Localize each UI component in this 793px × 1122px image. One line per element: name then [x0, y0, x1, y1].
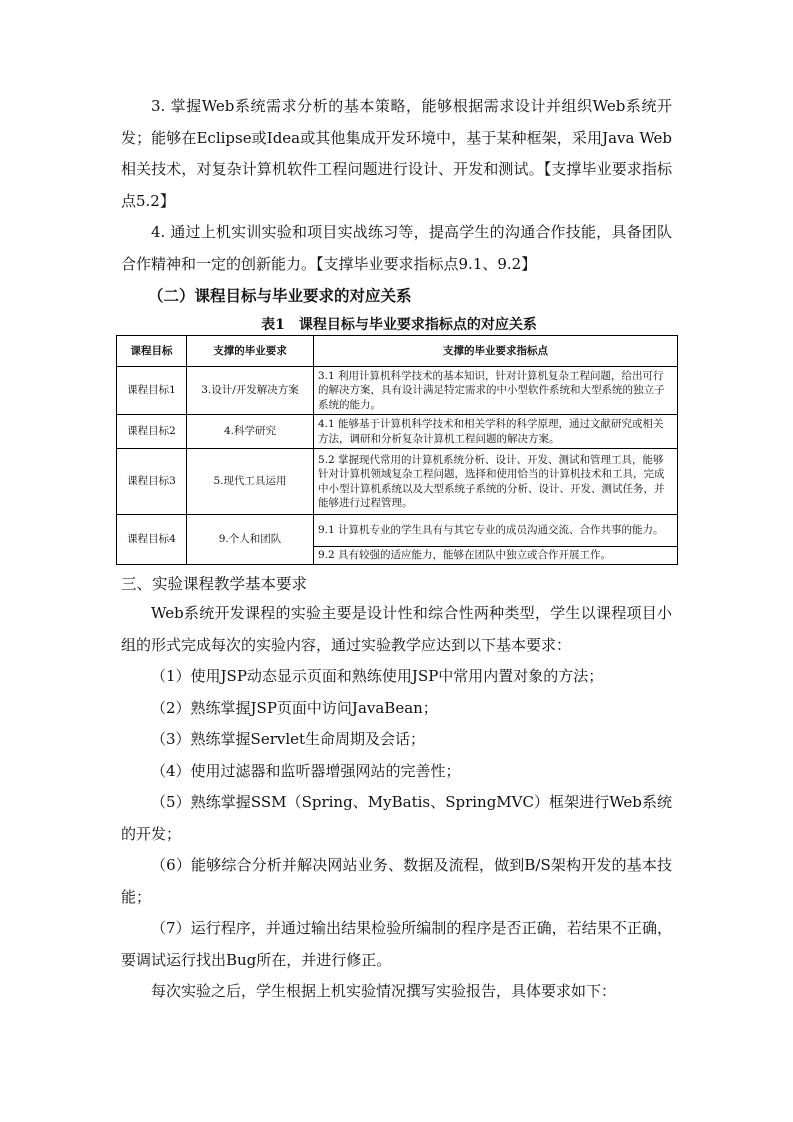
goal-cell: 课程目标2 — [117, 415, 187, 449]
requirement-cell: 4.科学研究 — [187, 415, 314, 449]
list-item: （4）使用过滤器和监听器增强网站的完善性； — [151, 761, 461, 780]
goal-cell: 课程目标4 — [117, 515, 187, 565]
goal-cell: 课程目标3 — [117, 449, 187, 515]
indicator-cell: 9.2 具有较强的适应能力，能够在团队中独立或合作开展工作。 — [314, 547, 678, 565]
paragraph-closing: 每次实验之后，学生根据上机实验情况撰写实验报告，具体要求如下： — [151, 982, 617, 1000]
table-header-row — [117, 336, 678, 367]
indicator-cell: 3.1 利用计算机科学技术的基本知识，针对计算机复杂工程问题，给出可行的解决方案，具有设计满足特定需求的中小型软件系统和大型系统的独立子系统的能力。 — [314, 367, 678, 415]
list-item: （7）运行程序，并通过输出结果检验所编制的程序是否正确，若结果不正确，要调试运行找出Bug所在，并进行修正。 — [121, 919, 672, 969]
section-heading-mapping: （二）课程目标与毕业要求的对应关系 — [148, 286, 412, 305]
header-graduation-requirement: 支撑的毕业要求 — [187, 336, 314, 367]
requirement-cell: 5.现代工具运用 — [187, 449, 314, 515]
section-heading-lab-requirements: 三、实验课程教学基本要求 — [121, 575, 308, 593]
header-indicator-points: 支撑的毕业要求指标点 — [314, 336, 678, 367]
list-item: （2）熟练掌握JSP页面中访问JavaBean； — [151, 698, 438, 717]
table-caption: 表1 课程目标与毕业要求指标点的对应关系 — [261, 317, 537, 333]
requirement-cell: 9.个人和团队 — [187, 515, 314, 565]
paragraph-goal-4: 4. 通过上机实训实验和项目实战练习等，提高学生的沟通合作技能，具备团队合作精神和一定的创新能力。【支撑毕业要求指标点9.1、9.2】 — [121, 223, 672, 273]
table-row — [117, 415, 678, 449]
requirement-cell: 3.设计/开发解决方案 — [187, 367, 314, 415]
goals-mapping-table — [116, 335, 678, 565]
table-row — [117, 449, 678, 515]
paragraph-goal-3: 3. 掌握Web系统需求分析的基本策略，能够根据需求设计并组织Web系统开发；能够在Eclipse或Idea或其他集成开发环境中，基于某种框架，采用Java Web相关技术，对复杂计算机软件工程问题进行设计、开发和测试。【支撑毕业要求指标点5.2】 — [121, 97, 672, 210]
list-item: （1）使用JSP动态显示页面和熟练使用JSP中常用内置对象的方法； — [151, 667, 604, 685]
goal-cell: 课程目标1 — [117, 367, 187, 415]
table-row — [117, 367, 678, 415]
indicator-cell: 5.2 掌握现代常用的计算机系统分析、设计、开发、测试和管理工具，能够针对计算机领域复杂工程问题，选择和使用恰当的计算机技术和工具，完成中小型计算机系统以及大型系统子系统的分析、设计、开发、测试任务，并能够进行过程管理。 — [314, 449, 678, 515]
list-item: （3）熟练掌握Servlet生命周期及会话； — [151, 730, 426, 748]
list-item: （6）能够综合分析并解决网站业务、数据及流程，做到B/S架构开发的基本技能； — [121, 856, 672, 906]
table-row — [117, 515, 678, 547]
header-course-goal: 课程目标 — [117, 336, 187, 367]
indicator-cell: 4.1 能够基于计算机科学技术和相关学科的科学原理，通过文献研究或相关方法，调研和分析复杂计算机工程问题的解决方案。 — [314, 415, 678, 449]
requirements-list — [121, 661, 672, 976]
indicator-cell: 9.1 计算机专业的学生具有与其它专业的成员沟通交流、合作共事的能力。 — [314, 515, 678, 547]
paragraph-intro: Web系统开发课程的实验主要是设计性和综合性两种类型，学生以课程项目小组的形式完成每次的实验内容，通过实验教学应达到以下基本要求： — [121, 604, 672, 654]
list-item: （5）熟练掌握SSM（Spring、MyBatis、SpringMVC）框架进行Web系统的开发； — [121, 793, 672, 843]
